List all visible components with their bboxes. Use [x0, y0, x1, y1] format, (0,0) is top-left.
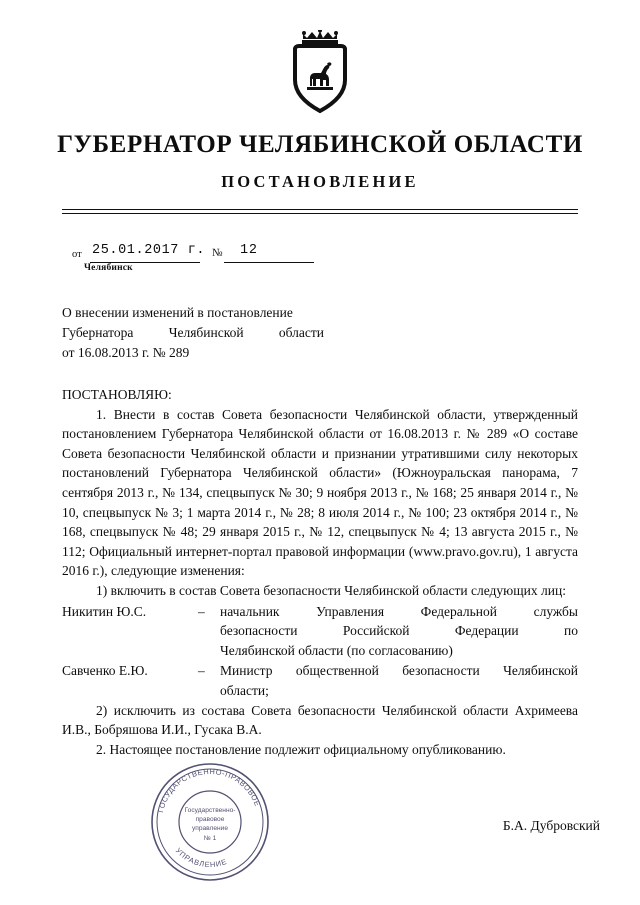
number-value: 12	[240, 243, 258, 258]
person-desc-line-1: начальник Управления Федеральной службы	[220, 603, 578, 619]
emblem-container	[0, 30, 640, 119]
paragraph-3: 2) исключить из состава Совета безопасности Челябинской области Ахримеева И.В., Бобряшова И.И., Гусака В.А.	[62, 702, 578, 738]
person-desc-line-2: области;	[220, 682, 269, 698]
person-description	[220, 602, 578, 661]
svg-text:управление: управление	[191, 825, 229, 832]
person-name: Никитин Ю.С.	[62, 603, 147, 619]
paragraph-2: 1) включить в состав Совета безопасности Челябинской области следующих лиц:	[96, 582, 566, 598]
number-label: №	[212, 247, 223, 259]
signature-name: Б.А. Дубровский	[502, 818, 600, 833]
page-title: ГУБЕРНАТОР ЧЕЛЯБИНСКОЙ ОБЛАСТИ	[57, 131, 583, 158]
subject-line-1: О внесении изменений в постановление	[62, 305, 293, 320]
person-dash: –	[198, 663, 205, 679]
subject-block	[62, 303, 324, 363]
paragraph-1: 1. Внести в состав Совета безопасности Челябинской области, утвержденный постановлением Губернатора Челябинской области от 16.08.2013 г. № 289 «О составе Совета безопасности Челябинской области и признании утратившими силу некоторых постановлений Губернатора Челябинской области» (Южноуральская панорама, 7 сентября 2013 г., № 134, спецвыпуск № 30; 9 ноября 2013 г., № 168; 25 января 2014 г., № 10, спецвыпуск № 3; 1 марта 2014 г., № 28; 8 июля 2014 г., № 100; 23 октября 2014 г., № 168, спецвыпуск № 48; 29 января 2015 г., № 12, спецвыпуск № 4; 13 августа 2015 г., № 112; Официальный интернет-портал правовой информации (www.pravo.gov.ru), 1 августа 2016 г.), следующие изменения:	[62, 406, 578, 579]
body-text	[62, 385, 578, 759]
decree-word: ПОСТАНОВЛЯЮ:	[62, 387, 172, 402]
coat-of-arms-icon	[283, 30, 357, 114]
divider-rule-top	[62, 209, 578, 210]
subject-line-3: от 16.08.2013 г. № 289	[62, 345, 190, 360]
person-description	[220, 661, 578, 700]
person-name: Савченко Е.Ю.	[62, 663, 148, 679]
paragraph-4: 2. Настоящее постановление подлежит официальному опубликованию.	[96, 741, 506, 757]
from-label: от	[72, 249, 82, 260]
dateline	[72, 243, 542, 265]
number-underline	[224, 262, 314, 263]
document-type-title: ПОСТАНОВЛЕНИЕ	[221, 172, 419, 191]
svg-text:Государственно-: Государственно-	[184, 807, 236, 814]
subject-line-2: Губернатора Челябинской области	[62, 325, 324, 340]
date-value: 25.01.2017 г.	[92, 243, 206, 258]
city-label: Челябинск	[84, 263, 133, 273]
official-stamp	[148, 760, 272, 884]
person-desc-line-2: безопасности Российской Федерации по	[220, 623, 578, 639]
person-row	[62, 602, 578, 661]
person-desc-line-1: Министр общественной безопасности Челябинской	[220, 663, 578, 679]
svg-text:ГОСУДАРСТВЕННО-ПРАВОВОЕ: ГОСУДАРСТВЕННО-ПРАВОВОЕ	[155, 766, 263, 814]
svg-text:правовое: правовое	[195, 816, 225, 823]
divider-rule-bottom	[62, 213, 578, 214]
person-dash: –	[198, 603, 205, 619]
person-desc-line-3: Челябинской области (по согласованию)	[220, 642, 453, 658]
svg-text:№ 1: № 1	[203, 835, 217, 842]
person-row	[62, 661, 578, 700]
svg-text:УПРАВЛЕНИЕ: УПРАВЛЕНИЕ	[173, 845, 229, 870]
